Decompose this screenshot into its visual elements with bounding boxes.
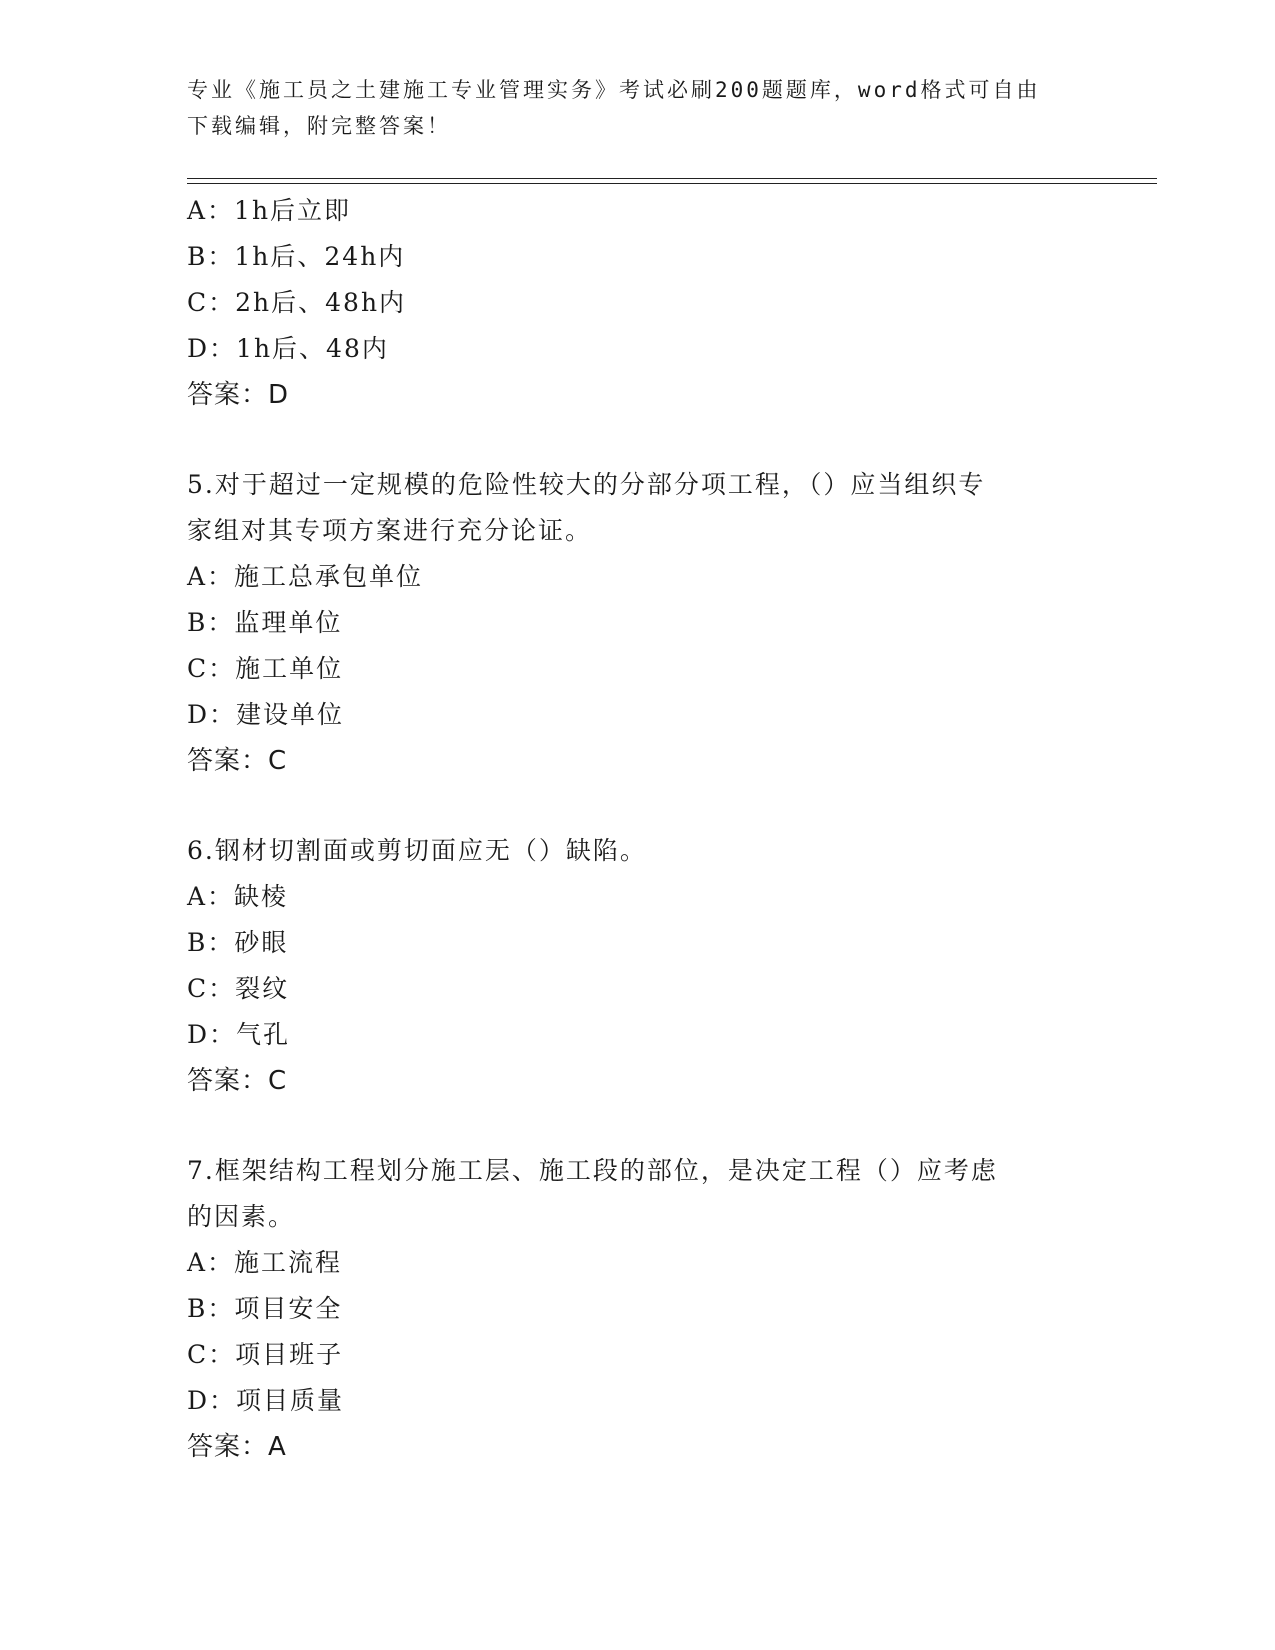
question-block: [187, 1148, 1067, 1470]
header-divider-bottom: [187, 183, 1157, 184]
option-c: C：裂纹: [187, 974, 290, 1003]
option-b: B：项目安全: [187, 1294, 343, 1323]
answer-line: 答案：C: [187, 1066, 288, 1096]
option-a: A：施工流程: [187, 1248, 343, 1277]
option-c: C：2h后、48h内: [187, 288, 407, 317]
option-b: B：监理单位: [187, 608, 343, 637]
option-b: B：砂眼: [187, 928, 289, 957]
option-d: D：建设单位: [187, 700, 345, 729]
option-d: D：气孔: [187, 1020, 291, 1049]
option-a: A：施工总承包单位: [187, 562, 424, 591]
option-b: B：1h后、24h内: [187, 242, 406, 271]
question-stem-line-1: 5.对于超过一定规模的危险性较大的分部分项工程，（）应当组织专: [187, 470, 986, 499]
question-list: [187, 188, 1067, 1470]
answer-line: 答案：D: [187, 380, 290, 410]
answer-line: 答案：A: [187, 1432, 287, 1462]
question-block: [187, 188, 1067, 418]
header-title-line-1: 专业《施工员之土建施工专业管理实务》考试必刷200题题库，word格式可自由: [187, 78, 1041, 102]
option-a: A：缺棱: [187, 882, 289, 911]
question-stem-line-2: 家组对其专项方案进行充分论证。: [187, 516, 593, 545]
answer-line: 答案：C: [187, 746, 288, 776]
option-d: D：1h后、48内: [187, 334, 389, 363]
option-d: D：项目质量: [187, 1386, 345, 1415]
document-header: [187, 72, 1067, 144]
question-stem-line-2: 的因素。: [187, 1202, 296, 1231]
header-divider-top: [187, 178, 1157, 179]
question-block: [187, 828, 1067, 1104]
option-c: C：项目班子: [187, 1340, 344, 1369]
header-title-line-2: 下载编辑，附完整答案！: [187, 114, 451, 138]
option-a: A：1h后立即: [187, 196, 352, 225]
question-stem-line-1: 7.框架结构工程划分施工层、施工段的部位，是决定工程（）应考虑: [187, 1156, 998, 1185]
question-block: [187, 462, 1067, 784]
option-c: C：施工单位: [187, 654, 344, 683]
question-stem-line-1: 6.钢材切割面或剪切面应无（）缺陷。: [187, 836, 647, 865]
